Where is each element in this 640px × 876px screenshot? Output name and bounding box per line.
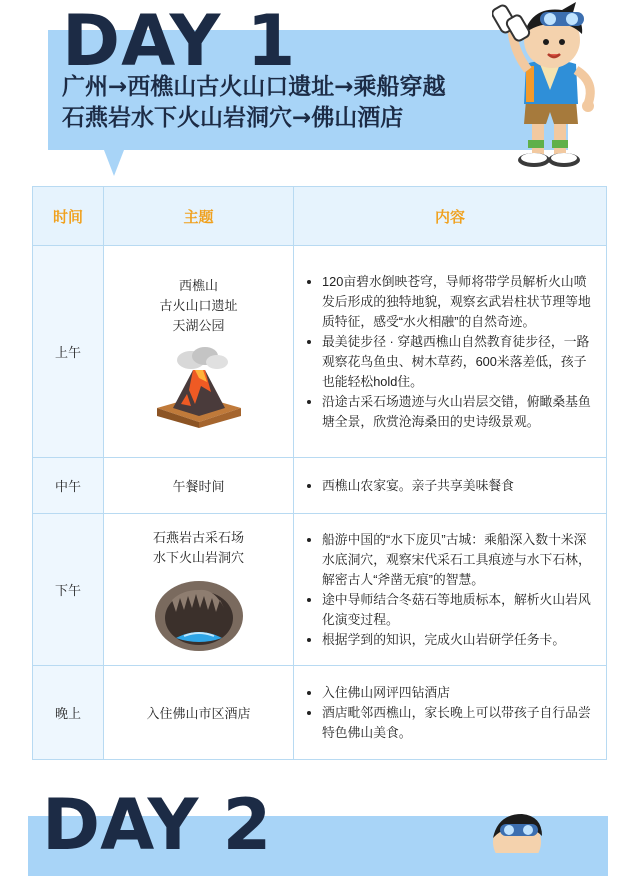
explorer-boy-mascot-icon — [492, 0, 610, 182]
content-list — [308, 476, 598, 496]
header-time: 时间 — [33, 187, 104, 246]
theme-line: 天湖公园 — [172, 317, 225, 333]
day1-title: DAY 1 — [62, 0, 297, 82]
list-item: • 120亩碧水倒映苍穹，导师将带学员解析火山喷发后形成的独特地貌，观察玄武岩柱状节理等地质特征，感受“水火相融”的自然奇迹。 — [322, 272, 598, 332]
theme-lines — [104, 276, 293, 336]
list-item: • 根据学到的知识，完成火山岩研学任务卡。 — [322, 630, 598, 650]
table-row-morning — [33, 246, 607, 458]
explorer-boy-mascot-icon — [482, 808, 552, 853]
theme-lines — [104, 528, 293, 568]
day1-route — [62, 72, 562, 134]
list-item: • 入住佛山网评四钻酒店 — [322, 683, 598, 703]
list-item: • 酒店毗邻西樵山，家长晚上可以带孩子自行品尝特色佛山美食。 — [322, 703, 598, 743]
theme-line: 入住佛山市区酒店 — [146, 706, 251, 721]
theme-cell — [104, 458, 294, 514]
theme-line: 水下火山岩洞穴 — [152, 549, 244, 565]
list-item: • 船游中国的“水下庞贝”古城：乘船深入数十米深水底洞穴，观察宋代采石工具痕迹与水下石林，解密古人“斧凿无痕”的智慧。 — [322, 530, 598, 590]
theme-cell — [104, 514, 294, 666]
volcano-icon — [151, 346, 247, 428]
itinerary-table — [32, 186, 607, 760]
time-cell: 中午 — [33, 458, 104, 514]
content-list — [308, 272, 598, 432]
theme-line: 古火山口遗址 — [159, 297, 238, 313]
cave-icon — [154, 578, 244, 652]
day2-title: DAY 2 — [42, 784, 272, 866]
route-line-2: 石燕岩水下火山岩洞穴→佛山酒店 — [62, 105, 404, 131]
route-line-1: 广州→西樵山古火山口遗址→乘船穿越 — [62, 74, 446, 100]
theme-line: 石燕岩古采石场 — [152, 529, 244, 545]
table-row-afternoon — [33, 514, 607, 666]
content-cell — [294, 514, 607, 666]
list-item: • 西樵山农家宴。亲子共享美味餐食 — [322, 476, 598, 496]
time-cell: 上午 — [33, 246, 104, 458]
time-cell: 晚上 — [33, 666, 104, 760]
table-header-row — [33, 187, 607, 246]
header-content: 内容 — [294, 187, 607, 246]
list-item: • 沿途古采石场遗迹与火山岩层交错，俯瞰桑基鱼塘全景，欣赏沧海桑田的史诗级景观。 — [322, 392, 598, 432]
content-cell — [294, 458, 607, 514]
banner-speech-tail — [104, 150, 124, 176]
list-item: • 途中导师结合冬菇石等地质标本，解析火山岩风化演变过程。 — [322, 590, 598, 630]
content-cell — [294, 666, 607, 760]
time-cell: 下午 — [33, 514, 104, 666]
content-list — [308, 530, 598, 650]
header-theme: 主题 — [104, 187, 294, 246]
list-item: • 最美徒步径 · 穿越西樵山自然教育徒步径，一路观察花鸟鱼虫、树木草药，600米落差低，孩子也能轻松hold住。 — [322, 332, 598, 392]
theme-cell — [104, 246, 294, 458]
theme-line: 午餐时间 — [172, 479, 225, 494]
theme-cell — [104, 666, 294, 760]
table-row-evening — [33, 666, 607, 760]
content-cell — [294, 246, 607, 458]
content-list — [308, 683, 598, 743]
theme-line: 西樵山 — [178, 277, 218, 293]
table-row-noon — [33, 458, 607, 514]
